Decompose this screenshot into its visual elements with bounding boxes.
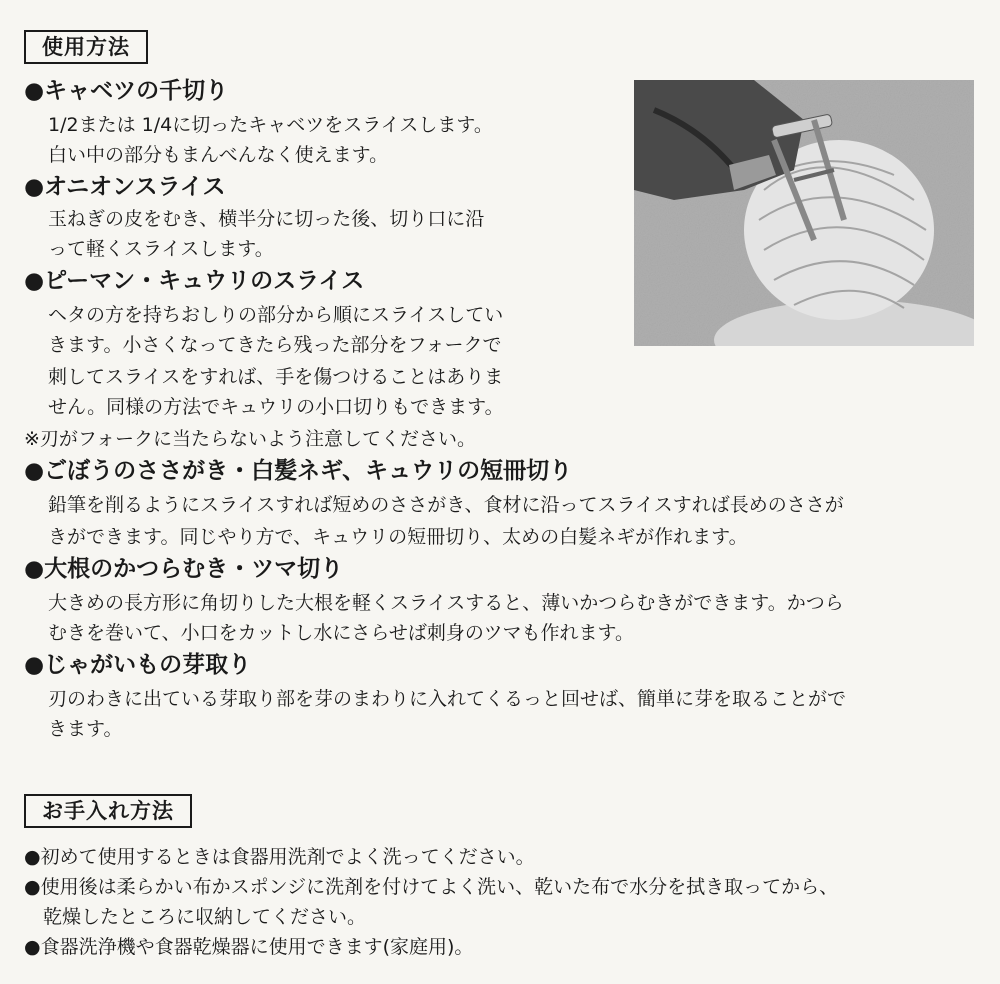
section-text: 鉛筆を削るようにスライスすれば短めのささがき、食材に沿ってスライスすれば長めのささが <box>48 494 844 516</box>
section-text: 1/2または 1/4に切ったキャベツをスライスします。 <box>48 114 493 136</box>
section-text: きができます。同じやり方で、キュウリの短冊切り、太めの白髪ネギが作れます。 <box>48 526 748 548</box>
section-text: 玉ねぎの皮をむき、横半分に切った後、切り口に沿 <box>48 208 485 230</box>
section-text: ヘタの方を持ちおしりの部分から順にスライスしてい <box>48 304 504 326</box>
section-text: 刃のわきに出ている芽取り部を芽のまわりに入れてくるっと回せば、簡単に芽を取ることがで <box>48 688 847 710</box>
section-text: 刺してスライスをすれば、手を傷つけることはありま <box>48 366 504 388</box>
caution-note: ※刃がフォークに当たらないよう注意してください。 <box>24 428 476 450</box>
section-text: むきを巻いて、小口をカットし水にさらせば刺身のツマも作れます。 <box>48 622 634 644</box>
cabbage-slicing-photo <box>634 80 974 346</box>
section-text: きます。小さくなってきたら残った部分をフォークで <box>48 334 502 356</box>
care-item: 乾燥したところに収納してください。 <box>24 906 367 928</box>
section-title-potato: ●じゃがいもの芽取り <box>24 652 252 678</box>
care-item: ●初めて使用するときは食器用洗剤でよく洗ってください。 <box>24 846 535 868</box>
section-text: せん。同様の方法でキュウリの小口切りもできます。 <box>48 396 504 418</box>
section-title-daikon: ●大根のかつらむき・ツマ切り <box>24 556 344 582</box>
section-title-cabbage: ●キャベツの千切り <box>24 78 229 104</box>
usage-heading: 使用方法 <box>24 30 148 64</box>
section-title-onion: ●オニオンスライス <box>24 174 226 200</box>
care-item: ●食器洗浄機や食器乾燥器に使用できます(家庭用)。 <box>24 936 474 958</box>
section-title-burdock: ●ごぼうのささがき・白髪ネギ、キュウリの短冊切り <box>24 458 573 484</box>
section-text: きます。 <box>48 718 123 740</box>
section-text: 白い中の部分もまんべんなく使えます。 <box>48 144 389 166</box>
section-text: って軽くスライスします。 <box>48 238 274 260</box>
care-heading: お手入れ方法 <box>24 794 192 828</box>
section-title-pepper-cucumber: ●ピーマン・キュウリのスライス <box>24 268 365 294</box>
care-item: ●使用後は柔らかい布かスポンジに洗剤を付けてよく洗い、乾いた布で水分を拭き取ってから、 <box>24 876 839 898</box>
section-text: 大きめの長方形に角切りした大根を軽くスライスすると、薄いかつらむきができます。かつら <box>48 592 844 614</box>
